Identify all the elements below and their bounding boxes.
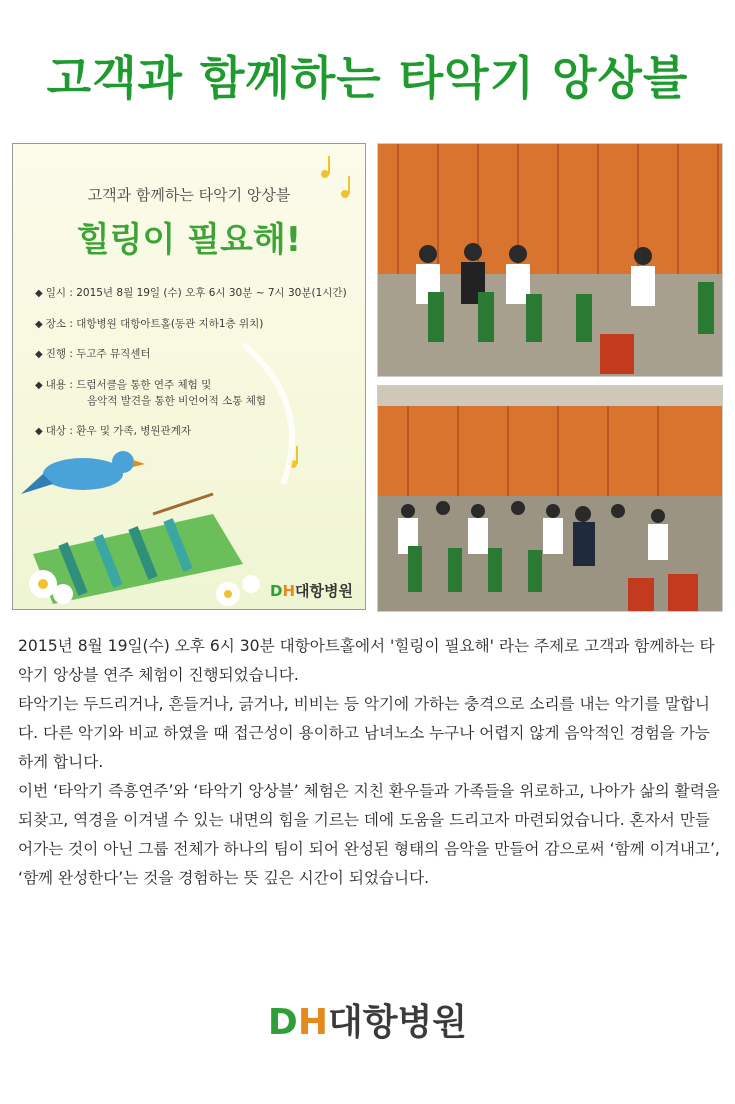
diamond-bullet-icon: ◆ [35,318,43,330]
info-host: ◆ 진행 : 두고주 뮤직센터 [35,348,151,360]
poster-logo: DH대항병원 [270,582,353,600]
info-content: ◆ 내용 : 드럼서클을 통한 연주 체험 및 [35,378,212,391]
page-title: 고객과 함께하는 타악기 앙상블 [46,51,689,105]
event-photo-2 [377,385,723,612]
diamond-bullet-icon: ◆ [35,349,43,360]
bird-icon [21,451,145,494]
paragraph-1: 2015년 8월 19일(수) 오후 6시 30분 대항아트홀에서 '힐링이 필요해' 라는 주제로 고객과 함께하는 타악기 앙상블 연주 체험이 진행되었습니다. [18,637,715,684]
diamond-bullet-icon: ◆ [35,379,43,391]
diamond-bullet-icon: ◆ [35,426,43,438]
poster-info [35,286,355,455]
paragraph-2: 타악기는 두드리거나, 흔들거나, 긁거나, 비비는 등 악기에 가하는 충격으로 소리를 내는 악기를 말합니다. 다른 악기와 비교 하였을 때 접근성이 용이하고 남녀노소 누구나 어렵지 않게 음악적인 경험을 가능하게 합니다. [18,695,710,771]
poster-headline: 힐링이 필요해! [76,220,302,260]
info-date: ◆ 일시 : 2015년 8월 19일 (수) 오후 6시 30분 ~ 7시 30분(1시간) [35,287,347,299]
info-place: ◆ 장소 : 대항병원 대항아트홀(동관 지하1층 위치) [35,317,264,330]
article-body [18,632,723,893]
info-content-2: 음악적 발견을 통한 비언어적 소통 체험 [87,395,266,407]
event-poster [12,143,366,610]
event-photo-1 [377,143,723,377]
paragraph-3: 이번 ‘타악기 즉흥연주’와 ‘타악기 앙상블’ 체험은 지친 환우들과 가족들을 위로하고, 나아가 삶의 활력을 되찾고, 역경을 이겨낼 수 있는 내면의 힘을 기르는 데에 도움을 드리고자 마련되었습니다. 혼자서 만들어가는 것이 아닌 그룹 전체가 하나의 팀이 되어 완성된 형태의 음악을 만들어 감으로써 ‘함께 이겨내고’, ‘함께 완성한다’는 것을 경험하는 뜻 깊은 시간이 되었습니다. [18,782,720,887]
poster-subtitle: 고객과 함께하는 타악기 앙상블 [87,186,291,204]
diamond-bullet-icon: ◆ [35,288,43,299]
footer-logo: DH대항병원 [267,1002,468,1043]
info-target: ◆ 대상 : 환우 및 가족, 병원관계자 [35,425,191,438]
